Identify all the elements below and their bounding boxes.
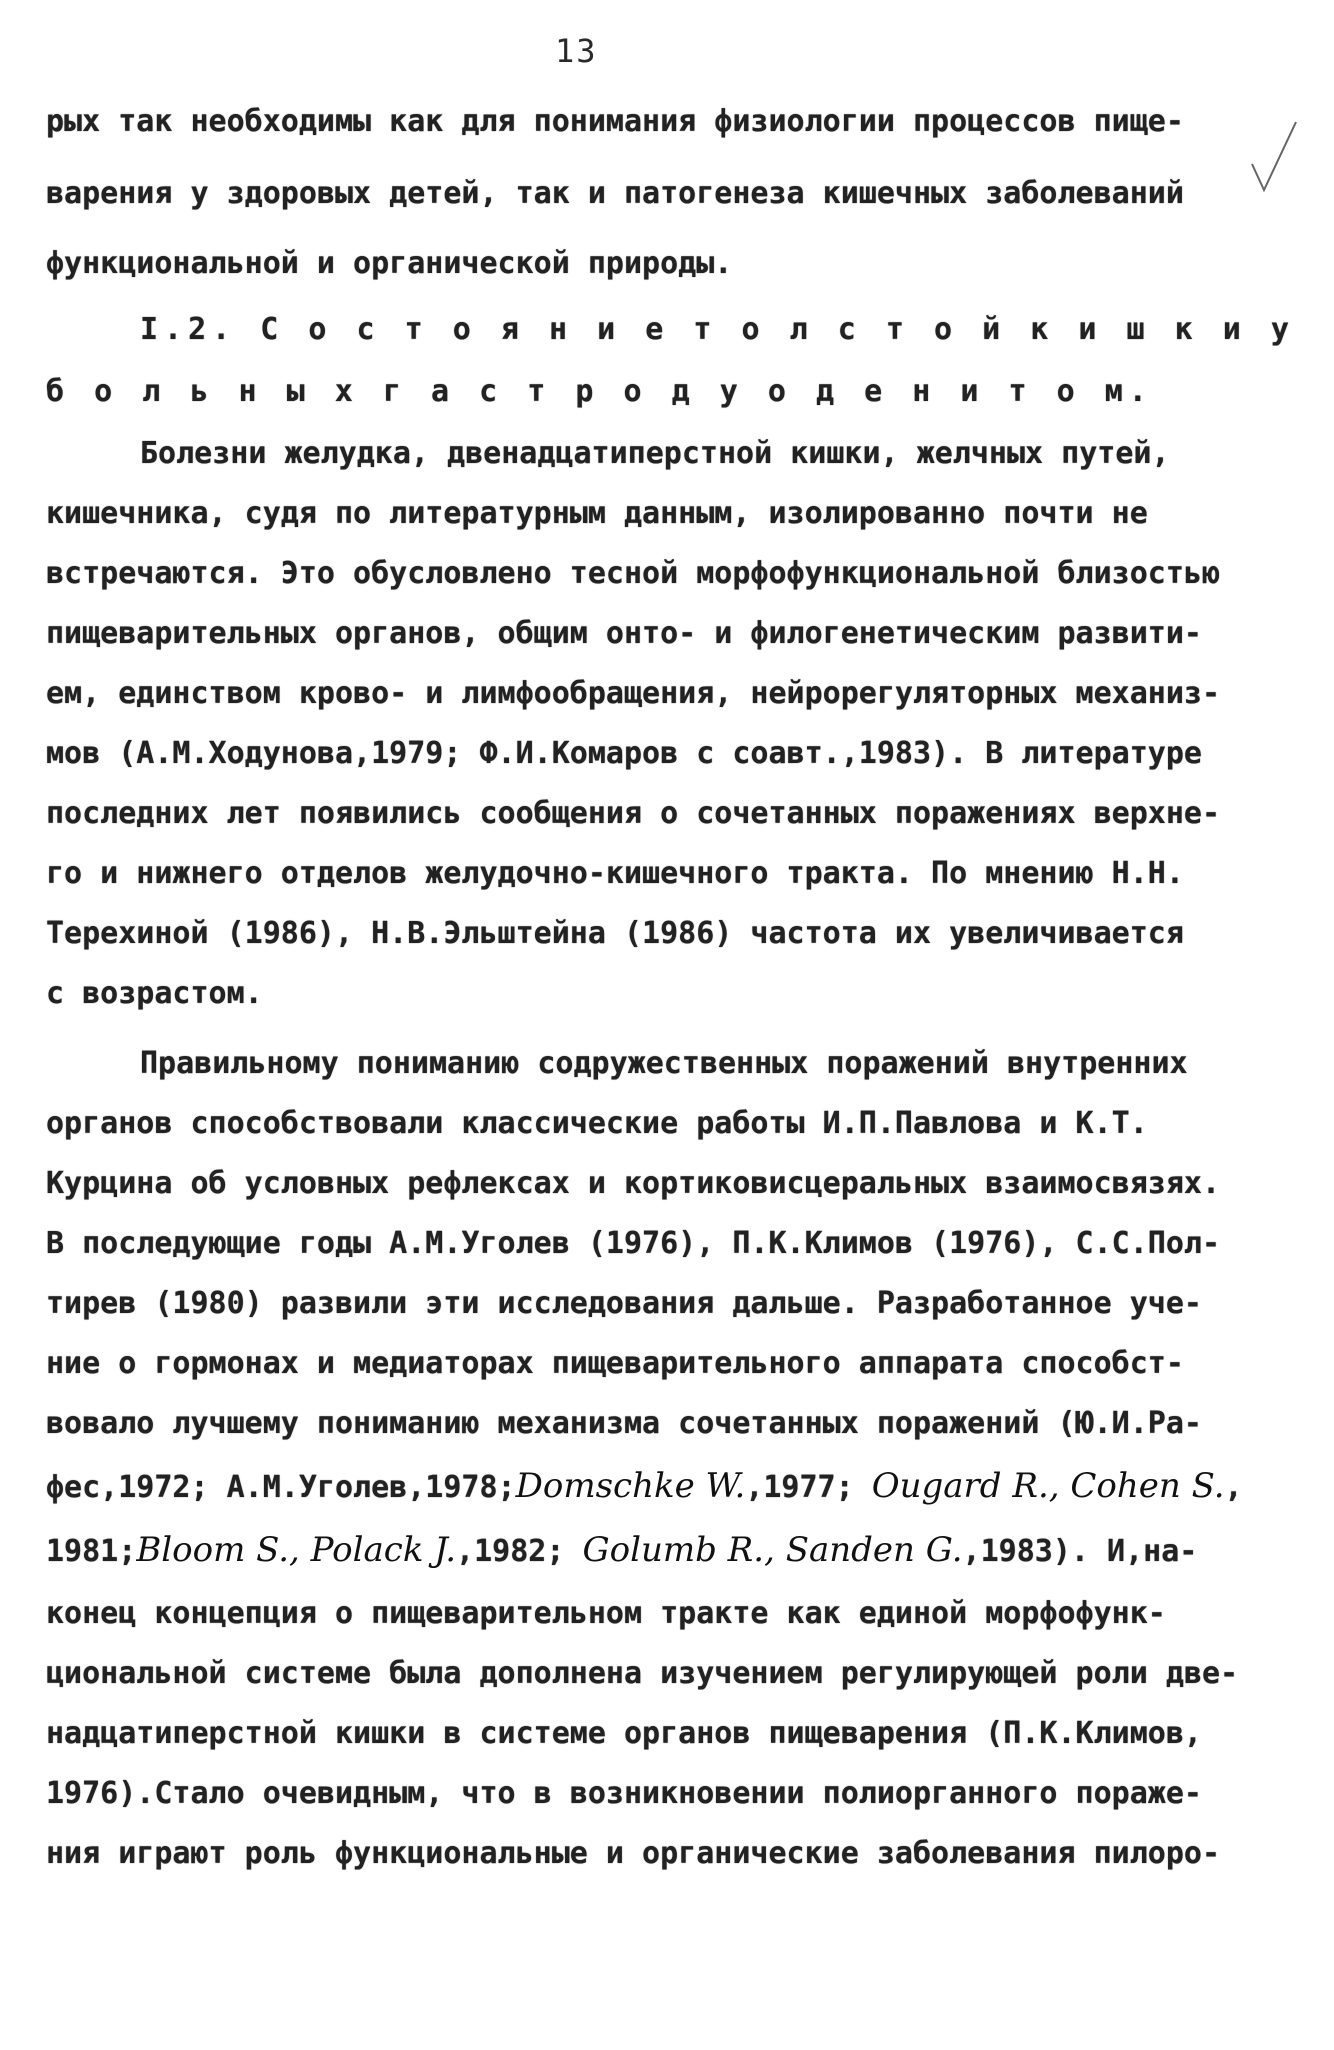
handwritten-citation: Ougard R., Cohen S.	[871, 1466, 1225, 1506]
text-line-26: циональной системе была дополнена изучением регулирующей роли две-	[46, 1656, 1239, 1691]
text-line-21: ние о гормонах и медиаторах пищеварительного аппарата способст-	[46, 1346, 1184, 1381]
handwritten-citation: Bloom S., Polack J.	[136, 1530, 457, 1570]
text-line-29: ния играют роль функциональные и органические заболевания пилоро-	[46, 1836, 1220, 1871]
section-heading-line-1: I.2. С о с т о я н и е т о л с т о й к и ш к и у	[140, 312, 1295, 347]
text-line-9: пищеварительных органов, общим онто- и филогенетическим развити-	[46, 616, 1202, 651]
text-line-3: функциональной и органической природы.	[46, 246, 733, 281]
text-line-11: мов (А.М.Ходунова,1979; Ф.И.Комаров с соавт.,1983). В литературе	[46, 736, 1202, 771]
text-line-18: Курцина об условных рефлексах и кортиковисцеральных взаимосвязях.	[46, 1166, 1220, 1201]
handwritten-citation: Golumb R., Sanden G.	[582, 1530, 963, 1570]
text-line-13: го и нижнего отделов желудочно-кишечного тракта. По мнению Н.Н.	[46, 856, 1184, 891]
section-heading-line-2: б о л ь н ы х г а с т р о д у о д е н и т о м.	[46, 374, 1153, 409]
text-line-24	[46, 1530, 1197, 1570]
text-segment: ,1982;	[456, 1534, 565, 1569]
text-line-8: встречаются. Это обусловлено тесной морфофункциональной близостью	[46, 556, 1220, 591]
text-line-23	[46, 1466, 1243, 1506]
page-number: 13	[555, 32, 598, 70]
text-line-15: с возрастом.	[46, 976, 263, 1011]
text-line-28: 1976).Стало очевидным, что в возникновении полиорганного пораже-	[46, 1776, 1202, 1811]
text-line-16: Правильному пониманию содружественных поражений внутренних	[140, 1046, 1188, 1081]
text-line-20: тирев (1980) развили эти исследования дальше. Разработанное уче-	[46, 1286, 1202, 1321]
text-line-12: последних лет появились сообщения о сочетанных поражениях верхне-	[46, 796, 1220, 831]
text-segment: ,	[1224, 1470, 1243, 1505]
text-line-1: рых так необходимы как для понимания физиологии процессов пище-	[46, 104, 1184, 139]
text-segment: 1981;	[46, 1534, 137, 1569]
text-segment: ,1983). И,на-	[962, 1534, 1198, 1569]
text-segment: ,1977;	[745, 1470, 854, 1505]
text-line-2: варения у здоровых детей, так и патогенеза кишечных заболеваний	[46, 176, 1184, 211]
text-line-27: надцатиперстной кишки в системе органов пищеварения (П.К.Климов,	[46, 1716, 1202, 1751]
text-line-25: конец концепция о пищеварительном тракте как единой морфофунк-	[46, 1596, 1166, 1631]
text-line-17: органов способствовали классические работы И.П.Павлова и К.Т.	[46, 1106, 1148, 1141]
text-line-14: Терехиной (1986), Н.В.Эльштейна (1986) частота их увеличивается	[46, 916, 1184, 951]
text-line-6: Болезни желудка, двенадцатиперстной кишки, желчных путей,	[140, 436, 1170, 471]
check-mark-icon	[1250, 118, 1300, 198]
text-segment: фес,1972; А.М.Уголев,1978;	[46, 1470, 516, 1505]
text-line-7: кишечника, судя по литературным данным, изолированно почти не	[46, 496, 1148, 531]
text-line-22: вовало лучшему пониманию механизма сочетанных поражений (Ю.И.Ра-	[46, 1406, 1202, 1441]
text-line-10: ем, единством крово- и лимфообращения, нейрорегуляторных механиз-	[46, 676, 1220, 711]
text-line-19: В последующие годы А.М.Уголев (1976), П.К.Климов (1976), С.С.Пол-	[46, 1226, 1220, 1261]
handwritten-citation: Domschke W.	[515, 1466, 746, 1506]
